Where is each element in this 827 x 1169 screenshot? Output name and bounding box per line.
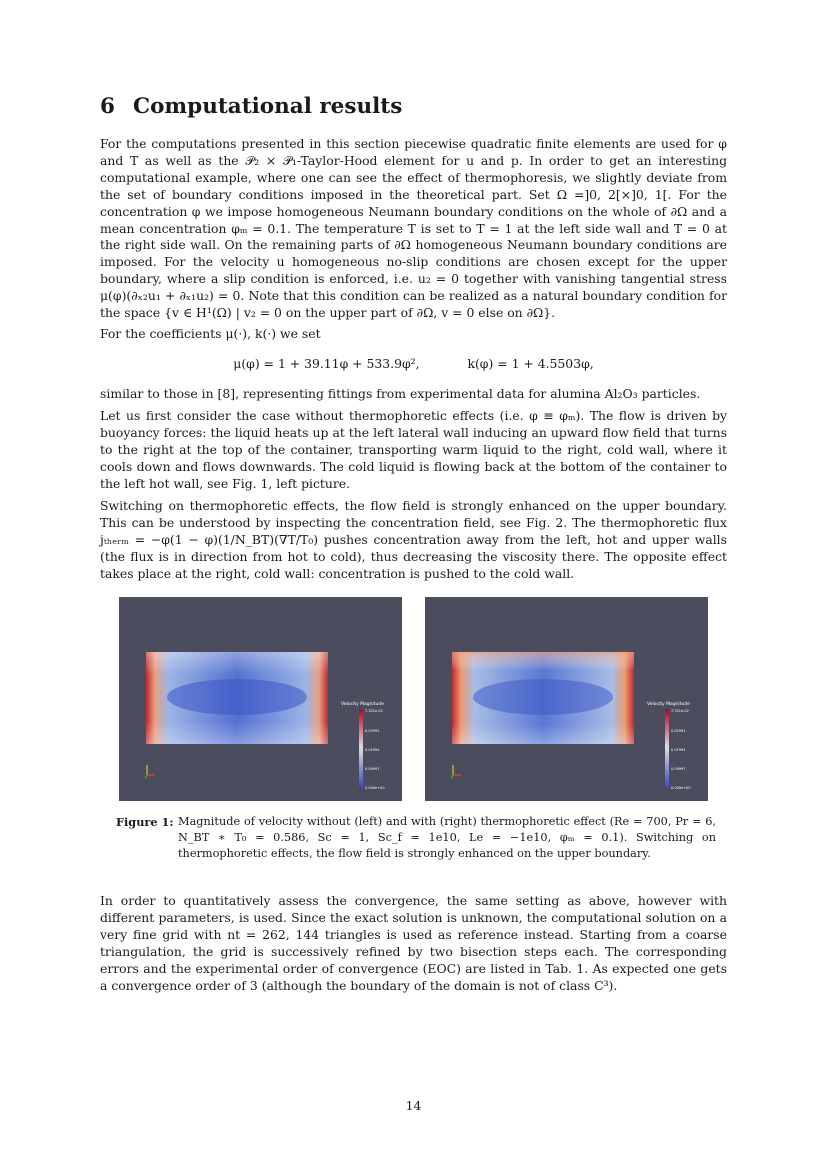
legend-tick: 7.321e-02 [365,709,383,713]
paragraph-6: In order to quantitatively assess the convergence, the same setting as above, however with different parameters, is used. Since the exact solution is unknown, the computational solution on a very fine grid with nt = 262, 144 triangles is used as reference instead. Starting from a coarse triangulation, the grid is successively refined by two bisection steps each. The corresponding errors and the experimental order of convergence (EOC) are listed in Tab. 1. As expected one gets a convergence order of 3 (although the boundary of the domain is not of class C³). [100,893,727,993]
legend-tick: 0.00997 [671,767,686,771]
legend-tick: 0.01994 [365,748,380,752]
legend-tick: 0.02991 [671,729,686,733]
legend-title-right: Velocity Magnitude [647,702,690,707]
equation-mu: μ(φ) = 1 + 39.11φ + 533.9φ², [233,356,420,371]
velocity-plot-left [119,597,402,801]
legend-tick: 0.000e+00 [671,786,691,790]
equation-k: k(φ) = 1 + 4.5503φ, [467,356,594,371]
legend-title-left: Velocity Magnitude [341,702,384,707]
section-title: Computational results [132,94,403,119]
axes-triad-right-icon [451,765,461,778]
paragraph-1: For the computations presented in this section piecewise quadratic finite elements are used for φ and T as well as the 𝒫₂ × 𝒫₁-Taylor-Hood element for u and p. In order to get an interesting computational example, where one can see the effect of thermophoresis, we slightly deviate from the set of boundary conditions imposed in the theoretical part. Set Ω =]0, 2[×]0, 1[. For the concentration φ we impose homogeneous Neumann boundary conditions on the whole of ∂Ω and a mean concentration φₘ = 0.1. The temperature T is set to T = 1 at the left side wall and T = 0 at the right side wall. On the remaining parts of ∂Ω homogeneous Neumann boundary conditions are imposed. For the velocity u homogeneous no-slip conditions are chosen except for the upper boundary, where a slip condition is enforced, i.e. u₂ = 0 together with vanishing tangential stress μ(φ)(∂ₓ₂u₁ + ∂ₓ₁u₂) = 0. Note that this condition can be realized as a natural boundary condition for the space {v ∈ H¹(Ω) | v₂ = 0 on the upper part of ∂Ω, v = 0 else on ∂Ω}. [100,136,727,321]
equation-coefficients [100,356,727,371]
figure-caption-text: Magnitude of velocity without (left) and with (right) thermophoretic effect (Re = 700, Pr = 6, N_BT ∗ T₀ = 0.586, Sc = 1, Sc_f = 1e10, Le = −1e10, φₘ = 0.1). Switching on thermophoretic effects, the flow field is strongly enhanced on the upper boundary. [178,815,716,860]
legend-tick: 0.000e+00 [365,786,385,790]
paragraph-5: Switching on thermophoretic effects, the flow field is strongly enhanced on the upper boundary. This can be understood by inspecting the concentration field, see Fig. 2. The thermophoretic flux jₜₕₑᵣₘ = −φ(1 − φ)(1/N_BT)(∇T/T₀) pushes concentration away from the left, hot and upper walls (the flux is in direction from hot to cold), thus decreasing the viscosity there. The opposite effect takes place at the right, cold wall: concentration is pushed to the cold wall. [100,498,727,581]
figure-label: Figure 1: [116,815,174,829]
legend-tick: 0.00997 [365,767,380,771]
figure-1-caption [116,814,716,862]
paragraph-3: similar to those in [8], representing fittings from experimental data for alumina Al₂O₃ particles. [100,386,701,401]
figure-1-left-panel [119,597,402,801]
velocity-plot-right [425,597,708,801]
color-legend-left [359,709,363,787]
figure-1-right-panel [425,597,708,801]
legend-tick: 0.01994 [671,748,686,752]
section-number: 6 [100,94,115,119]
page-number: 14 [405,1098,422,1113]
paragraph-2: For the coefficients μ(·), k(·) we set [100,326,321,341]
section-heading [100,94,402,119]
legend-tick: 7.321e-02 [671,709,689,713]
axes-triad-left-icon [145,765,155,778]
legend-tick: 0.02991 [365,729,380,733]
color-legend-right [665,709,669,787]
paragraph-4: Let us first consider the case without thermophoretic effects (i.e. φ ≡ φₘ). The flow is driven by buoyancy forces: the liquid heats up at the left lateral wall inducing an upward flow field that turns to the right at the top of the container, transporting warm liquid to the right, cold wall, where it cools down and flows downwards. The cold liquid is flowing back at the bottom of the container to the left hot wall, see Fig. 1, left picture. [100,408,727,491]
